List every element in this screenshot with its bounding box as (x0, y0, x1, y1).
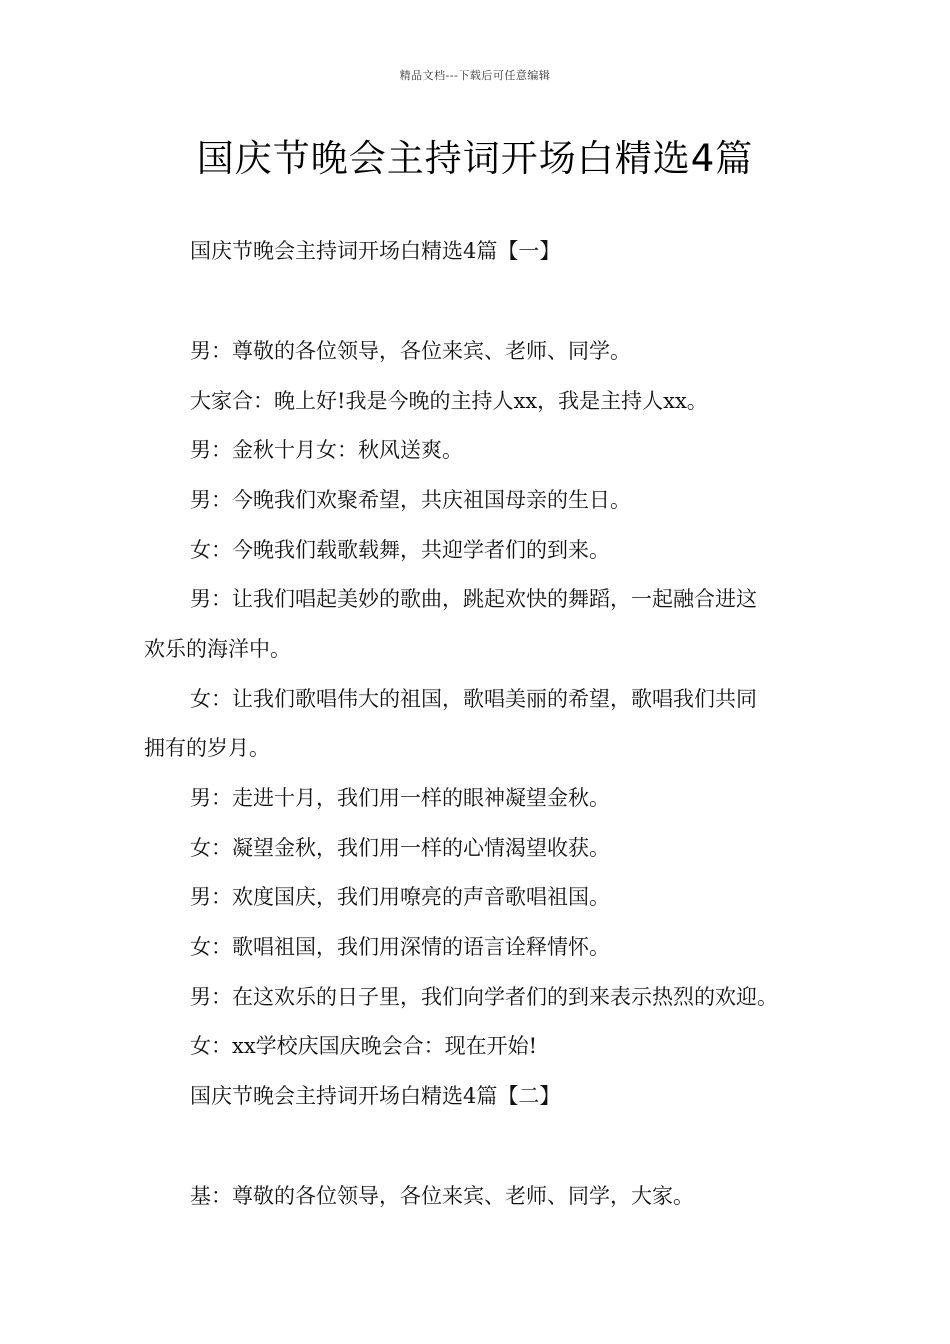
document-title: 国庆节晚会主持词开场白精选4篇 (196, 137, 754, 180)
paragraph: 男：金秋十月女：秋风送爽。 (190, 438, 463, 462)
paragraph: 女：今晚我们载歌载舞，共迎学者们的到来。 (190, 538, 610, 562)
section-heading-2: 国庆节晚会主持词开场白精选4篇【二】 (190, 1084, 561, 1108)
paragraph: 基：尊敬的各位领导，各位来宾、老师、同学，大家。 (190, 1184, 694, 1208)
paragraph-continuation: 欢乐的海洋中。 (144, 637, 291, 661)
paragraph: 大家合：晚上好!我是今晚的主持人xx，我是主持人xx。 (190, 389, 708, 413)
paragraph: 男：欢度国庆，我们用嘹亮的声音歌唱祖国。 (190, 885, 610, 909)
paragraph: 男：在这欢乐的日子里，我们向学者们的到来表示热烈的欢迎。 (190, 985, 778, 1009)
paragraph: 女：凝望金秋，我们用一样的心情渴望收获。 (190, 836, 610, 860)
header-note: 精品文档---下载后可任意编辑 (399, 69, 551, 82)
paragraph: 女：xx学校庆国庆晚会合：现在开始! (190, 1034, 538, 1058)
paragraph: 男：今晚我们欢聚希望，共庆祖国母亲的生日。 (190, 488, 631, 512)
paragraph: 男：让我们唱起美妙的歌曲，跳起欢快的舞蹈，一起融合进这 (190, 587, 757, 611)
paragraph-continuation: 拥有的岁月。 (144, 736, 270, 760)
paragraph: 女：让我们歌唱伟大的祖国，歌唱美丽的希望，歌唱我们共同 (190, 687, 757, 711)
section-heading-1: 国庆节晚会主持词开场白精选4篇【一】 (190, 239, 561, 263)
paragraph: 男：尊敬的各位领导，各位来宾、老师、同学。 (190, 339, 631, 363)
paragraph: 男：走进十月，我们用一样的眼神凝望金秋。 (190, 786, 610, 810)
paragraph: 女：歌唱祖国，我们用深情的语言诠释情怀。 (190, 935, 610, 959)
